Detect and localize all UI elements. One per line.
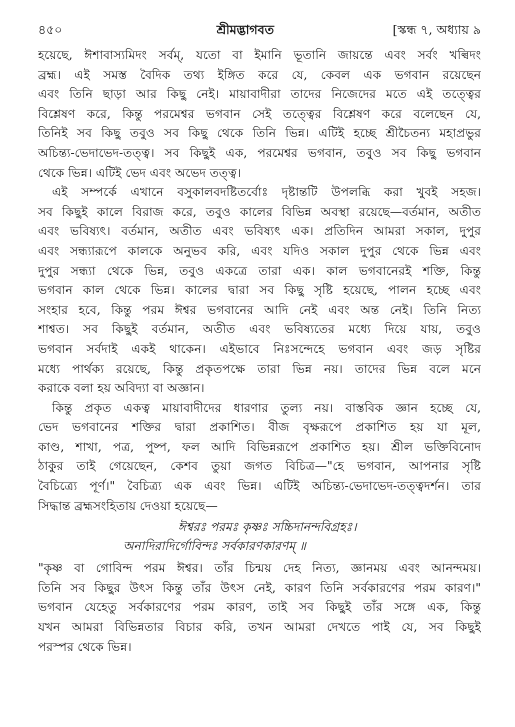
text-line: এবং তিনি ছাড়া আর কিছু নেই। মায়াবাদীরা তাদের নিজেদের মতে এই তত্ত্বের bbox=[38, 87, 481, 102]
text-line: করাকে বলা হয় অবিদ্যা বা অজ্ঞান। bbox=[38, 381, 205, 396]
text-line: ভগবান যেহেতু সর্বকারণের পরম কারণ, তাই সব কিছুই তাঁর সঙ্গে এক, কিন্তু bbox=[38, 600, 481, 615]
text-line: যখন আমরা বিভিন্নতার বিচার করি, তখন আমরা দেখতে পাই যে, সব কিছুই bbox=[38, 620, 481, 635]
text-line: পরস্পর থেকে ভিন্ন। bbox=[38, 639, 132, 654]
text-line: ভেদ ভগবানের শক্তির দ্বারা প্রকাশিত। বীজ বৃক্ষরূপে প্রকাশিত হয় যা মূল, bbox=[38, 420, 481, 435]
body-text bbox=[38, 46, 481, 657]
text-line: সিদ্ধান্ত ব্রহ্মসংহিতায় দেওয়া হয়েছে— bbox=[38, 498, 218, 513]
paragraph bbox=[38, 183, 481, 399]
text-line: সব কিছুই কালে বিরাজ করে, তবুও কালের বিভিন্ন অবস্থা রয়েছে—বর্তমান, অতীত bbox=[38, 204, 481, 219]
text-line: তিনিই সব কিছু তবুও সব কিছু থেকে তিনি ভিন্ন। এটিই হচ্ছে শ্রীচৈতন্য মহাপ্রভুর bbox=[38, 126, 481, 141]
verse-line: ঈশ্বরঃ পরমঃ কৃষ্ণঃ সচ্চিদানন্দবিগ্রহঃ। bbox=[178, 520, 357, 535]
text-line: হয়েছে, ঈশাবাস্যমিদং সর্বম্‌, যতো বা ইমানি ভূতানি জায়ন্তে এবং সর্বং খল্বিদং bbox=[38, 48, 481, 62]
text-line: "কৃষ্ণ বা গোবিন্দ পরম ঈশ্বর। তাঁর চিন্ময় দেহ নিত্য, জ্ঞানময় এবং আনন্দময়। bbox=[38, 561, 481, 576]
running-header bbox=[38, 22, 481, 42]
text-line: কাণ্ড, শাখা, পত্র, পুষ্প, ফল আদি বিভিন্নরূপে প্রকাশিত হয়। শ্রীল ভক্তিবিনোদ bbox=[38, 439, 481, 454]
text-line: তিনি সব কিছুর উৎস কিন্তু তাঁর উৎস নেই, কারণ তিনি সর্বকারণের পরম কারণ।" bbox=[38, 580, 481, 595]
text-line: দুপুর সন্ধ্যা থেকে ভিন্ন, তবুও একত্রে তারা এক। কাল ভগবানেরই শক্তি, কিন্তু bbox=[38, 263, 481, 278]
text-line: এই সম্পর্কে এখানে বসুকালবদষ্টিতর্বোঃ দৃষ্টান্তটি উপলব্ধি করা খুবই সহজ। bbox=[52, 185, 481, 200]
paragraph bbox=[38, 46, 481, 183]
page-number: ৪৫০ bbox=[38, 22, 63, 37]
text-line: এবং ভবিষ্যৎ। বর্তমান, অতীত এবং ভবিষ্যৎ এক। প্রতিদিন আমরা সকাল, দুপুর bbox=[38, 224, 481, 239]
text-line: শাশ্বত। সব কিছুই বর্তমান, অতীত এবং ভবিষ্যতের মধ্যে দিয়ে যায়, তবুও bbox=[38, 322, 481, 337]
text-line: ভগবান সর্বদাই একই থাকেন। এইভাবে নিঃসন্দেহে ভগবান এবং জড় সৃষ্টির bbox=[38, 341, 481, 356]
text-line: বিশ্লেষণ করে, কিন্তু পরমেশ্বর ভগবান সেই তত্ত্বের বিশ্লেষণ করে বলেছেন যে, bbox=[38, 106, 481, 121]
text-line: ঠাকুর তাই গেয়েছেন, কেশব তুয়া জগত বিচিত্র—"হে ভগবান, আপনার সৃষ্টি bbox=[38, 459, 481, 474]
text-line: কিন্তু প্রকৃত একত্ব মায়াবাদীদের ধারণার তুল্য নয়। বাস্তবিক জ্ঞান হচ্ছে যে, bbox=[52, 400, 481, 415]
text-line: মধ্যে পার্থক্য রয়েছে, কিন্তু প্রকৃতপক্ষে তারা ভিন্ন নয়। তাদের ভিন্ন বলে মনে bbox=[38, 361, 481, 376]
text-line: বৈচিত্র্যে পূর্ণ।" বৈচিত্র্য এক এবং ভিন্ন। এটিই অচিন্ত্য-ভেদাভেদ-তত্ত্বদর্শন। তার bbox=[38, 479, 481, 494]
text-line: অচিন্ত্য-ভেদাভেদ-তত্ত্ব। সব কিছুই এক, পরমেশ্বর ভগবান, তবুও সব কিছু ভগবান bbox=[38, 145, 481, 160]
text-line: থেকে ভিন্ন। এটিই ভেদ এবং অভেদ তত্ত্ব। bbox=[38, 165, 242, 180]
book-title: শ্রীমদ্ভাগবত bbox=[216, 22, 274, 37]
text-line: এবং সন্ধ্যারূপে কালকে অনুভব করি, এবং যদিও সকাল দুপুর থেকে ভিন্ন এবং bbox=[38, 243, 481, 258]
verse-line: অনাদিরাদির্গোবিন্দঃ সর্বকারণকারণম্‌ ॥ bbox=[123, 538, 306, 553]
text-line: সংহার হবে, কিন্তু পরম ঈশ্বর ভগবানের আদি নেই এবং অন্ত নেই। তিনি নিত্য bbox=[38, 302, 481, 317]
verse-quote bbox=[38, 518, 481, 555]
paragraph bbox=[38, 399, 481, 517]
text-line: ভগবান কাল থেকে ভিন্ন। কালের দ্বারা সব কিছু সৃষ্টি হয়েছে, পালন হচ্ছে এবং bbox=[38, 283, 481, 298]
text-line: ব্রহ্ম। এই সমস্ত বৈদিক তথ্য ইঙ্গিত করে যে, কেবল এক ভগবান রয়েছেন bbox=[38, 67, 481, 82]
section-label: [স্কন্ধ ৭, অধ্যায় ৯ bbox=[392, 22, 481, 37]
closing-paragraph bbox=[38, 559, 481, 657]
